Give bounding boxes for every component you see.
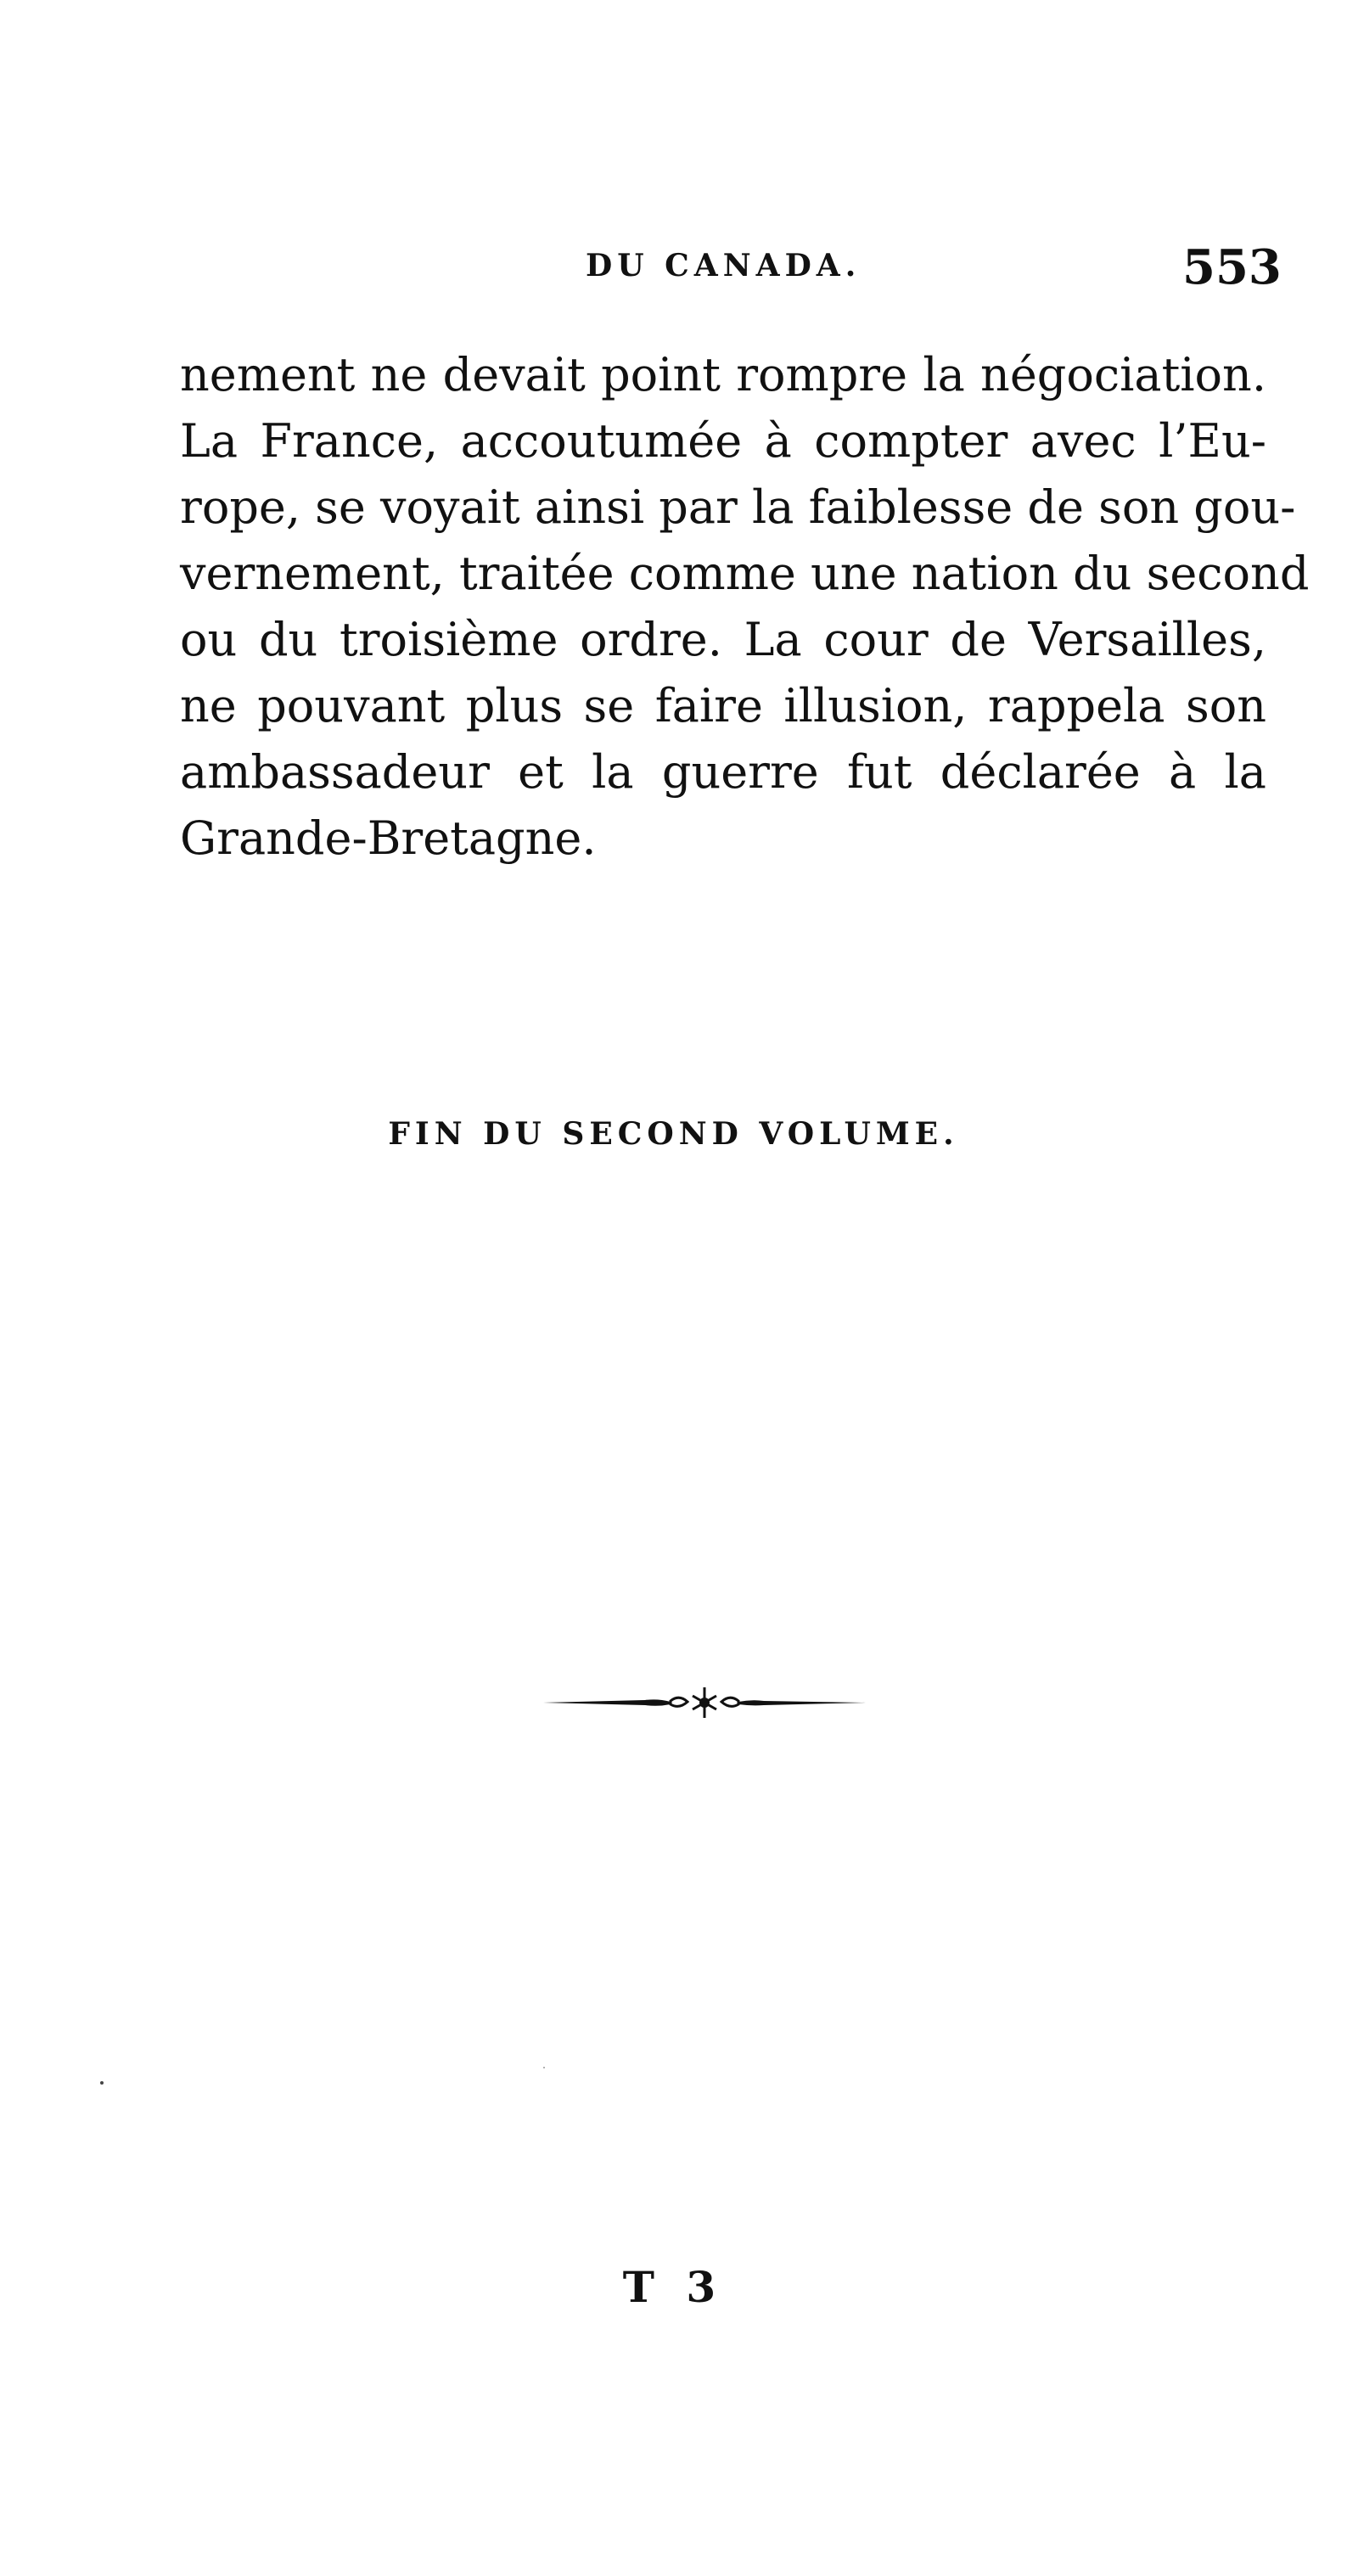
fleuron-rule-icon [543, 1681, 866, 1723]
text-line: ne pouvant plus se faire illusion, rappela son [180, 679, 1266, 732]
text-line: nement ne devait point rompre la négociation. [180, 348, 1266, 401]
text-line: rope, se voyait ainsi par la faiblesse de son gou- [180, 480, 1296, 534]
text-line: ambassadeur et la guerre fut déclarée à la [180, 745, 1266, 799]
running-title: DU CANADA. [586, 248, 862, 283]
page-number: 553 [1182, 239, 1282, 295]
text-line: La France, accoutumée à compter avec l’Eu- [180, 414, 1266, 468]
paper-speck [100, 2081, 104, 2085]
signature-mark: T 3 [622, 2262, 725, 2312]
text-line: ou du troisième ordre. La cour de Versailles, [180, 613, 1266, 666]
paper-speck [543, 2067, 545, 2068]
text-line: Grande-Bretagne. [180, 811, 597, 865]
text-line: vernement, traitée comme une nation du second [180, 547, 1310, 600]
running-head [0, 239, 1347, 299]
body-paragraph [180, 342, 1310, 872]
closing-line: FIN DU SECOND VOLUME. [388, 1116, 959, 1152]
